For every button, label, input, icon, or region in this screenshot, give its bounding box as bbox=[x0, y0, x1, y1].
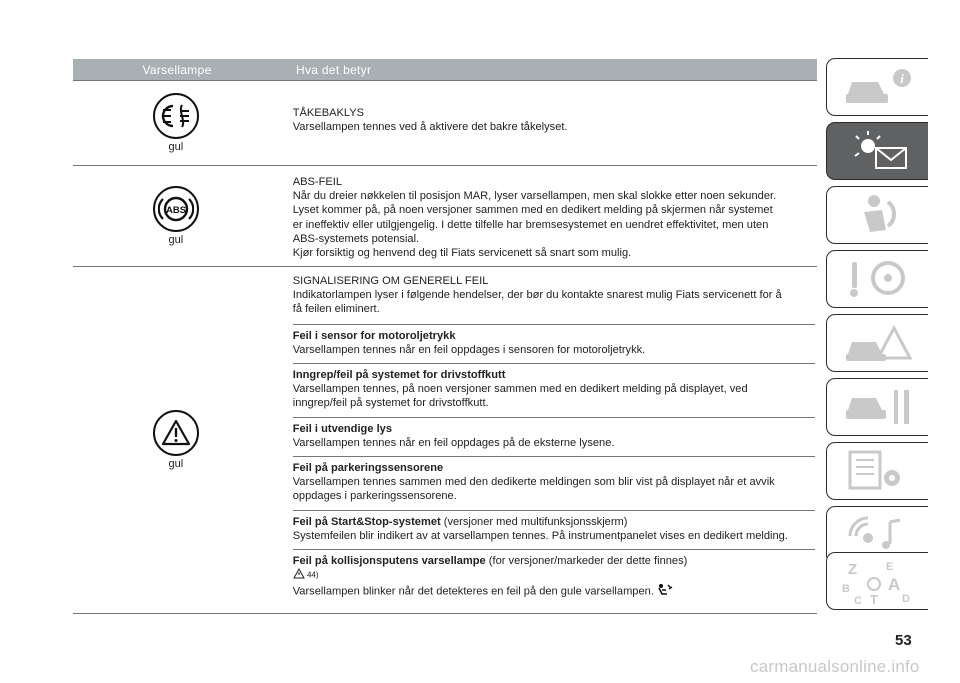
table-row bbox=[73, 166, 817, 267]
sub-item bbox=[293, 363, 815, 417]
sub-item bbox=[293, 324, 815, 363]
svg-text:Z: Z bbox=[847, 561, 857, 578]
seatbelt-person-icon bbox=[838, 192, 918, 238]
svg-text:ABS: ABS bbox=[165, 205, 186, 216]
svg-text:i: i bbox=[899, 71, 904, 86]
row-title: TÅKEBAKLYS bbox=[292, 107, 365, 119]
watermark: carmanualsonline.info bbox=[750, 657, 920, 676]
row-text: Lyset kommer på, på noen versjoner sammen med en dedikert melding på skjermen når systemet bbox=[292, 204, 773, 217]
car-info-icon bbox=[838, 64, 918, 110]
document-gear-icon bbox=[838, 448, 918, 494]
airbag-person-icon bbox=[657, 583, 673, 600]
sub-heading: Inngrep/feil på systemet for drivstoffkutt bbox=[292, 369, 506, 382]
svg-text:C: C bbox=[853, 595, 862, 606]
chapter-tab-index[interactable] bbox=[826, 552, 928, 610]
row-text: ABS-systemets potensial. bbox=[292, 232, 420, 245]
table-header bbox=[73, 59, 817, 81]
row-text: Kjør forsiktig og henvend deg til Fiats servicenett så snart som mulig. bbox=[292, 247, 632, 260]
page-number: 53 bbox=[895, 632, 912, 649]
warning-light-envelope-icon bbox=[838, 128, 918, 174]
svg-text:E: E bbox=[885, 561, 893, 573]
lamp-cell bbox=[73, 267, 279, 613]
row-title: SIGNALISERING OM GENERELL FEIL bbox=[292, 275, 489, 287]
sub-heading: Feil i sensor for motoroljetrykk bbox=[292, 329, 456, 342]
chapter-tab-emergency[interactable] bbox=[826, 314, 928, 372]
chapter-tab-car-info[interactable] bbox=[826, 58, 928, 116]
sub-item bbox=[293, 456, 815, 510]
table-row bbox=[73, 267, 817, 614]
row-text: få feilen eliminert. bbox=[292, 303, 380, 316]
sub-text: Systemfeilen blir indikert av at varsellampen tennes. På instrumentpanelet vises en dedikert melding. bbox=[292, 529, 788, 542]
sub-item bbox=[293, 510, 815, 549]
reference-number: 44) bbox=[306, 570, 319, 580]
chapter-tab-maintenance[interactable] bbox=[826, 378, 928, 436]
svg-text:T: T bbox=[869, 592, 878, 606]
row-text: Varsellampen tennes ved å aktivere det bakre tåkelyset. bbox=[292, 121, 568, 134]
sub-note: (for versjoner/markeder der dette finnes) bbox=[485, 555, 688, 568]
sub-text: Varsellampen tennes, på noen versjoner sammen med en dedikert melding på displayet, ved bbox=[292, 383, 748, 396]
chapter-tab-warning-lights[interactable] bbox=[826, 122, 928, 180]
chapter-tab-technical-data[interactable] bbox=[826, 442, 928, 500]
meaning-cell bbox=[279, 267, 817, 613]
lamp-color-label: gul bbox=[168, 234, 184, 246]
row-title: ABS-FEIL bbox=[292, 176, 343, 188]
lamp-cell bbox=[73, 81, 279, 165]
header-col-lamp: Varsellampe bbox=[142, 62, 212, 77]
sub-heading: Feil i utvendige lys bbox=[292, 422, 392, 435]
car-wrench-icon bbox=[838, 384, 918, 430]
lamp-color-label: gul bbox=[168, 141, 184, 153]
steering-wheel-key-icon bbox=[838, 256, 918, 302]
abs-icon bbox=[153, 186, 199, 232]
car-breakdown-icon bbox=[838, 320, 918, 366]
rear-fog-light-icon bbox=[153, 93, 199, 139]
header-col-meaning: Hva det betyr bbox=[296, 62, 372, 77]
sub-heading: Feil på kollisjonsputens varsellampe bbox=[292, 555, 486, 568]
chapter-tab-starting-driving[interactable] bbox=[826, 250, 928, 308]
lamp-cell bbox=[73, 166, 279, 266]
table-row bbox=[73, 81, 817, 166]
sub-text: Varsellampen tennes når en feil oppdages i sensoren for motoroljetrykk. bbox=[292, 343, 646, 356]
sub-item bbox=[293, 549, 815, 606]
sub-heading: Feil på parkeringssensorene bbox=[292, 462, 444, 475]
row-text: Indikatorlampen lyser i følgende hendelser, der bør du kontakte snarest mulig Fiats servicenett for å bbox=[292, 289, 782, 302]
meaning-cell bbox=[279, 81, 817, 165]
meaning-cell bbox=[279, 166, 817, 266]
row-text: Når du dreier nøkkelen til posisjon MAR, lyser varsellampen, men skal slokke etter noen sekunder. bbox=[292, 190, 777, 203]
warning-triangle-icon bbox=[153, 410, 199, 456]
chapter-tab-safety[interactable] bbox=[826, 186, 928, 244]
sub-text: inngrep/feil på systemet for drivstoffkutt. bbox=[292, 397, 489, 410]
alphabet-index-icon bbox=[838, 556, 918, 606]
sub-text: Varsellampen blinker når det detekteres en feil på den gule varsellampen. bbox=[292, 585, 654, 598]
caution-ref-icon bbox=[293, 568, 305, 583]
sub-item bbox=[293, 417, 815, 456]
svg-text:D: D bbox=[901, 593, 910, 605]
sub-text: Varsellampen tennes sammen med den dedikerte meldingen som blir vist på displayet når et avvik bbox=[292, 476, 775, 489]
row-text: er ineffektiv eller utilgjengelig. I dette tilfelle har bremsesystemet en uendret effektivitet, men uten bbox=[292, 218, 769, 231]
svg-text:B: B bbox=[841, 583, 850, 595]
svg-text:A: A bbox=[887, 575, 900, 594]
warning-lights-table bbox=[73, 59, 817, 614]
sub-text: Varsellampen tennes når en feil oppdages på de eksterne lysene. bbox=[292, 436, 615, 449]
sub-heading: Feil på Start&Stop-systemet bbox=[292, 515, 441, 528]
sub-text: oppdages i parkeringssensorene. bbox=[292, 490, 457, 503]
lamp-color-label: gul bbox=[168, 458, 184, 470]
sub-note: (versjoner med multifunksjonsskjerm) bbox=[440, 515, 628, 528]
